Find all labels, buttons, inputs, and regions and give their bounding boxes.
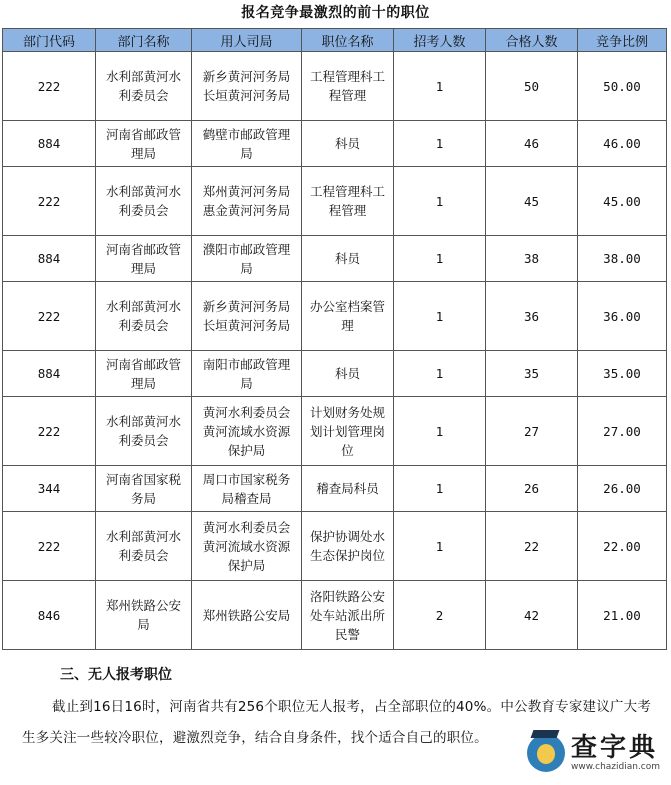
table-row	[3, 581, 667, 650]
graduate-mascot-icon	[527, 734, 565, 772]
cell-position: 科员	[302, 351, 394, 397]
cell-ratio: 22.00	[578, 512, 667, 581]
cell-qualified: 22	[486, 512, 578, 581]
cell-position: 工程管理科工程管理	[302, 52, 394, 121]
cell-dept-name: 河南省国家税务局	[96, 466, 192, 512]
cell-openings: 1	[394, 351, 486, 397]
cell-dept-name: 水利部黄河水利委员会	[96, 512, 192, 581]
cell-ratio: 45.00	[578, 167, 667, 236]
cell-qualified: 36	[486, 282, 578, 351]
cell-qualified: 26	[486, 466, 578, 512]
header-position: 职位名称	[302, 29, 394, 52]
cell-openings: 1	[394, 121, 486, 167]
cell-bureau: 南阳市邮政管理局	[192, 351, 302, 397]
cell-openings: 1	[394, 397, 486, 466]
cell-openings: 1	[394, 167, 486, 236]
table-row	[3, 167, 667, 236]
cell-dept-name: 水利部黄河水利委员会	[96, 397, 192, 466]
cell-ratio: 21.00	[578, 581, 667, 650]
cell-dept-name: 郑州铁路公安局	[96, 581, 192, 650]
cell-qualified: 46	[486, 121, 578, 167]
cell-position: 洛阳铁路公安处车站派出所民警	[302, 581, 394, 650]
cell-qualified: 45	[486, 167, 578, 236]
cell-position: 科员	[302, 121, 394, 167]
cell-bureau: 濮阳市邮政管理局	[192, 236, 302, 282]
cell-qualified: 42	[486, 581, 578, 650]
cell-ratio: 46.00	[578, 121, 667, 167]
logo-url: www.chazidian.com	[571, 761, 661, 772]
cell-ratio: 36.00	[578, 282, 667, 351]
cell-bureau: 黄河水利委员会黄河流域水资源保护局	[192, 512, 302, 581]
cell-dept-name: 水利部黄河水利委员会	[96, 282, 192, 351]
table-row	[3, 351, 667, 397]
cell-dept-code: 884	[3, 351, 96, 397]
cell-openings: 1	[394, 466, 486, 512]
header-dept-code: 部门代码	[3, 29, 96, 52]
header-ratio: 竞争比例	[578, 29, 667, 52]
cell-bureau: 新乡黄河河务局长垣黄河河务局	[192, 52, 302, 121]
cell-dept-code: 222	[3, 282, 96, 351]
cell-openings: 1	[394, 512, 486, 581]
cell-ratio: 38.00	[578, 236, 667, 282]
cell-ratio: 50.00	[578, 52, 667, 121]
cell-position: 稽查局科员	[302, 466, 394, 512]
positions-table	[2, 28, 667, 650]
cell-bureau: 鹤壁市邮政管理局	[192, 121, 302, 167]
cell-position: 计划财务处规划计划管理岗位	[302, 397, 394, 466]
cell-dept-code: 222	[3, 167, 96, 236]
header-dept-name: 部门名称	[96, 29, 192, 52]
cell-openings: 2	[394, 581, 486, 650]
cell-bureau: 郑州铁路公安局	[192, 581, 302, 650]
cell-dept-code: 884	[3, 236, 96, 282]
cell-dept-code: 344	[3, 466, 96, 512]
cell-ratio: 35.00	[578, 351, 667, 397]
watermark-logo	[521, 728, 667, 778]
cell-dept-code: 222	[3, 52, 96, 121]
page-title: 报名竞争最激烈的前十的职位	[241, 5, 430, 21]
table-row	[3, 52, 667, 121]
cell-bureau: 黄河水利委员会黄河流域水资源保护局	[192, 397, 302, 466]
header-openings: 招考人数	[394, 29, 486, 52]
cell-position: 科员	[302, 236, 394, 282]
table-row	[3, 466, 667, 512]
cell-qualified: 27	[486, 397, 578, 466]
cell-dept-code: 222	[3, 397, 96, 466]
cell-dept-name: 河南省邮政管理局	[96, 121, 192, 167]
cell-position: 工程管理科工程管理	[302, 167, 394, 236]
cell-dept-name: 水利部黄河水利委员会	[96, 52, 192, 121]
cell-ratio: 27.00	[578, 397, 667, 466]
cell-qualified: 50	[486, 52, 578, 121]
cell-dept-code: 222	[3, 512, 96, 581]
cell-dept-code: 846	[3, 581, 96, 650]
cell-qualified: 35	[486, 351, 578, 397]
cell-dept-name: 水利部黄河水利委员会	[96, 167, 192, 236]
cell-qualified: 38	[486, 236, 578, 282]
cell-ratio: 26.00	[578, 466, 667, 512]
header-qualified: 合格人数	[486, 29, 578, 52]
cell-dept-name: 河南省邮政管理局	[96, 236, 192, 282]
table-row	[3, 236, 667, 282]
table-row	[3, 121, 667, 167]
cell-position: 办公室档案管理	[302, 282, 394, 351]
cell-openings: 1	[394, 282, 486, 351]
cell-openings: 1	[394, 236, 486, 282]
table-row	[3, 397, 667, 466]
logo-text: 查字典	[571, 732, 659, 763]
cell-dept-code: 884	[3, 121, 96, 167]
table-row	[3, 282, 667, 351]
table-row	[3, 512, 667, 581]
cell-bureau: 周口市国家税务局稽查局	[192, 466, 302, 512]
table-header-row	[3, 29, 667, 52]
body-paragraph: 截止到16日16时，河南省共有256个职位无人报考，占全部职位的40%。中公教育专家建议广大考生多关注一些较冷职位，避激烈竞争，结合自身条件，找个适合自己的职位。	[22, 699, 652, 746]
header-bureau: 用人司局	[192, 29, 302, 52]
cell-dept-name: 河南省邮政管理局	[96, 351, 192, 397]
section-heading: 三、无人报考职位	[60, 667, 172, 683]
cell-bureau: 郑州黄河河务局惠金黄河河务局	[192, 167, 302, 236]
cell-openings: 1	[394, 52, 486, 121]
cell-position: 保护协调处水生态保护岗位	[302, 512, 394, 581]
cell-bureau: 新乡黄河河务局长垣黄河河务局	[192, 282, 302, 351]
